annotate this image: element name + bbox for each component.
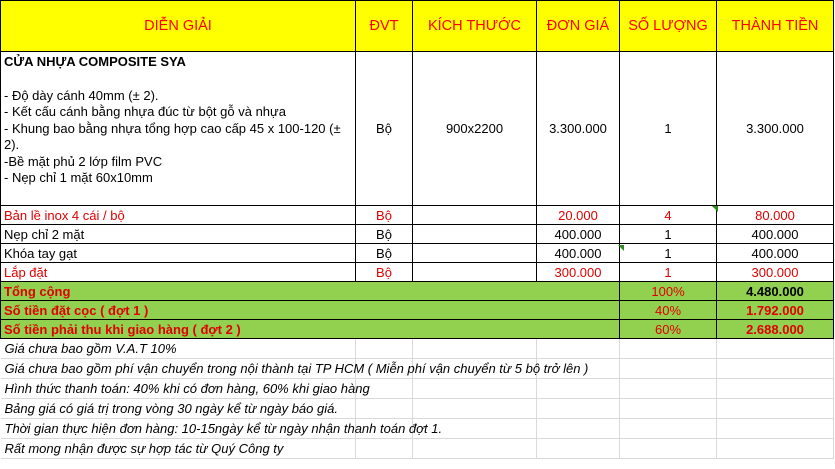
empty-cell[interactable] — [356, 439, 413, 459]
item-price[interactable]: 400.000 — [537, 244, 620, 263]
item-unit[interactable]: Bộ — [356, 206, 413, 225]
item-qty[interactable]: 1 — [620, 263, 717, 282]
note-cell[interactable] — [1, 439, 356, 459]
item-price[interactable]: 400.000 — [537, 225, 620, 244]
main-item-line: -Bề mặt phủ 2 lớp film PVC — [4, 153, 163, 169]
note-text: Rất mong nhận được sự hợp tác từ Quý Công ty — [4, 441, 284, 456]
header-total[interactable]: THÀNH TIỀN — [717, 1, 834, 52]
item-unit[interactable]: Bộ — [356, 244, 413, 263]
empty-cell[interactable] — [413, 339, 537, 359]
empty-cell[interactable] — [717, 379, 834, 399]
item-qty[interactable]: 1 — [620, 225, 717, 244]
item-row — [1, 225, 834, 244]
empty-cell[interactable] — [717, 359, 834, 379]
item-price[interactable]: 300.000 — [537, 263, 620, 282]
empty-cell[interactable] — [537, 339, 620, 359]
note-cell[interactable] — [1, 359, 589, 379]
item-desc[interactable]: Nẹp chỉ 2 mặt — [1, 225, 356, 244]
note-text: Giá chưa bao gồm V.A.T 10% — [4, 341, 177, 356]
empty-cell[interactable] — [620, 439, 717, 459]
note-row — [1, 379, 834, 399]
main-item-title: CỬA NHỰA COMPOSITE SYA — [4, 54, 186, 69]
empty-cell[interactable] — [717, 339, 834, 359]
empty-cell[interactable] — [717, 399, 834, 419]
summary-row-delivery — [1, 320, 834, 339]
item-desc[interactable]: Lắp đặt — [1, 263, 356, 282]
empty-cell[interactable] — [537, 439, 620, 459]
summary-row-total — [1, 282, 834, 301]
summary-label[interactable]: Số tiền đặt cọc ( đợt 1 ) — [1, 301, 620, 320]
item-size[interactable] — [413, 206, 537, 225]
empty-cell[interactable] — [620, 399, 717, 419]
main-item-desc-cell[interactable] — [1, 52, 356, 206]
summary-label[interactable]: Tổng cộng — [1, 282, 620, 301]
note-row — [1, 339, 834, 359]
note-text: Giá chưa bao gồm phí vận chuyển trong nội thành tại TP HCM ( Miễn phí vận chuyển từ 5 bộ trở lên ) — [4, 361, 589, 376]
header-row — [1, 1, 834, 52]
item-total[interactable]: 80.000 — [717, 206, 834, 225]
item-size[interactable] — [413, 244, 537, 263]
main-item-line: - Độ dày cánh 40mm (± 2). — [4, 87, 159, 103]
item-unit[interactable]: Bộ — [356, 225, 413, 244]
empty-cell[interactable] — [620, 379, 717, 399]
empty-cell[interactable] — [356, 339, 413, 359]
empty-cell[interactable] — [413, 379, 537, 399]
note-text: Hình thức thanh toán: 40% khi có đơn hàng, 60% khi giao hàng — [4, 381, 370, 396]
item-total[interactable]: 300.000 — [717, 263, 834, 282]
note-cell[interactable] — [1, 399, 356, 419]
item-total[interactable]: 400.000 — [717, 225, 834, 244]
note-row — [1, 399, 834, 419]
item-size[interactable] — [413, 263, 537, 282]
empty-cell[interactable] — [537, 379, 620, 399]
header-price[interactable]: ĐƠN GIÁ — [537, 1, 620, 52]
main-item-line: - Kết cấu cánh bằng nhựa đúc từ bột gỗ và nhựa — [4, 104, 286, 119]
empty-cell[interactable] — [537, 419, 620, 439]
empty-cell[interactable] — [620, 419, 717, 439]
empty-cell[interactable] — [620, 359, 717, 379]
comment-marker-icon[interactable] — [712, 206, 718, 212]
item-qty[interactable]: 4 — [620, 206, 717, 225]
empty-cell[interactable] — [537, 399, 620, 419]
item-total[interactable]: 400.000 — [717, 244, 834, 263]
note-cell[interactable] — [1, 339, 356, 359]
note-row — [1, 439, 834, 459]
item-row — [1, 244, 834, 263]
empty-cell[interactable] — [413, 439, 537, 459]
summary-pct[interactable]: 60% — [620, 320, 717, 339]
summary-amount[interactable]: 1.792.000 — [717, 301, 834, 320]
note-text: Bảng giá có giá trị trong vòng 30 ngày kể từ ngày báo giá. — [4, 401, 338, 416]
item-qty[interactable]: 1 — [620, 244, 717, 263]
item-unit[interactable]: Bộ — [356, 263, 413, 282]
main-item-price[interactable]: 3.300.000 — [537, 52, 620, 206]
item-desc[interactable]: Khóa tay gạt — [1, 244, 356, 263]
header-size[interactable]: KÍCH THƯỚC — [413, 1, 537, 52]
main-item-row — [1, 52, 834, 206]
summary-pct[interactable]: 100% — [620, 282, 717, 301]
item-price[interactable]: 20.000 — [537, 206, 620, 225]
main-item-size[interactable]: 900x2200 — [413, 52, 537, 206]
item-row — [1, 263, 834, 282]
item-size[interactable] — [413, 225, 537, 244]
summary-amount[interactable]: 2.688.000 — [717, 320, 834, 339]
empty-cell[interactable] — [717, 419, 834, 439]
empty-cell[interactable] — [620, 339, 717, 359]
main-item-line: - Nẹp chỉ 1 mặt 60x10mm — [4, 170, 153, 185]
main-item-unit[interactable]: Bộ — [356, 52, 413, 206]
empty-cell[interactable] — [413, 399, 537, 419]
header-qty[interactable]: SỐ LƯỢNG — [620, 1, 717, 52]
summary-label[interactable]: Số tiền phải thu khi giao hàng ( đợt 2 ) — [1, 320, 620, 339]
main-item-line: - Khung bao bằng nhựa tổng hợp cao cấp 45 x 100-120 (± 2). — [4, 120, 341, 152]
summary-amount[interactable]: 4.480.000 — [717, 282, 834, 301]
empty-cell[interactable] — [356, 399, 413, 419]
header-unit[interactable]: ĐVT — [356, 1, 413, 52]
note-cell[interactable] — [1, 379, 370, 399]
item-desc[interactable]: Bản lề inox 4 cái / bộ — [1, 206, 356, 225]
summary-row-deposit — [1, 301, 834, 320]
summary-pct[interactable]: 40% — [620, 301, 717, 320]
main-item-qty[interactable]: 1 — [620, 52, 717, 206]
note-cell[interactable] — [1, 419, 443, 439]
header-desc[interactable]: DIỄN GIẢI — [1, 1, 356, 52]
note-row — [1, 419, 834, 439]
note-row — [1, 359, 834, 379]
note-text: Thời gian thực hiện đơn hàng: 10-15ngày kể từ ngày nhận thanh toán đợt 1. — [4, 421, 443, 436]
comment-marker-icon[interactable] — [618, 245, 624, 251]
main-item-total[interactable]: 3.300.000 — [717, 52, 834, 206]
empty-cell[interactable] — [717, 439, 834, 459]
item-row — [1, 206, 834, 225]
